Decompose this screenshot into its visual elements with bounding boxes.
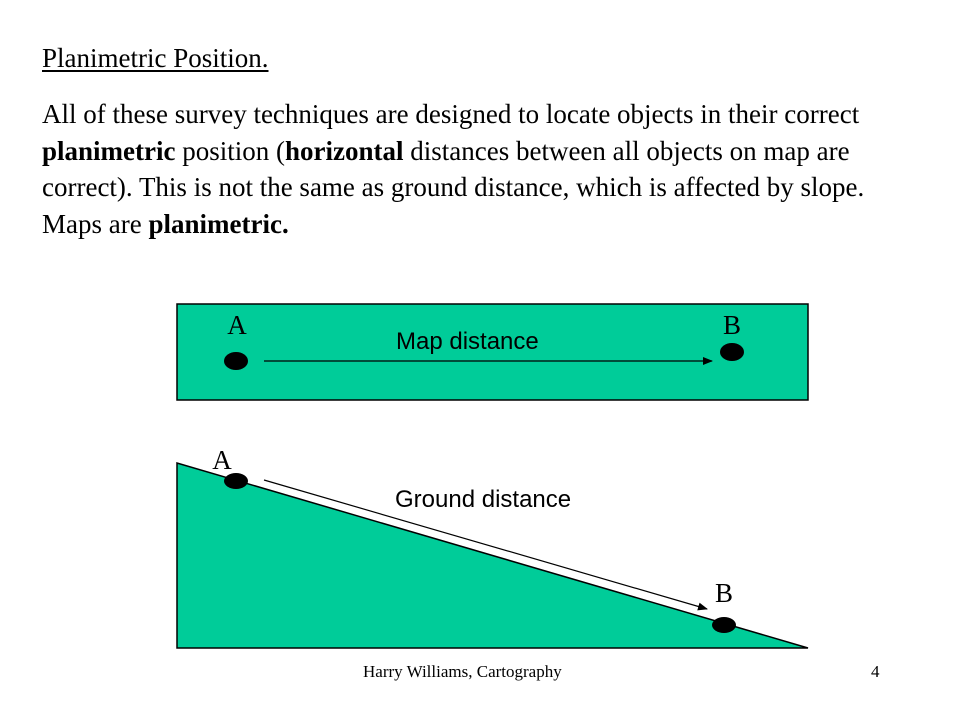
slope-point-b-marker: [712, 617, 736, 633]
footer-page-number: 4: [871, 662, 880, 681]
body-text-run: position (: [175, 135, 285, 166]
body-emphasis: horizontal: [285, 135, 404, 166]
map-point-b-marker: [720, 343, 744, 361]
map-panel: [177, 304, 808, 400]
footer-credit: Harry Williams, Cartography: [363, 662, 562, 681]
slope-panel: [177, 445, 808, 648]
map-point-a-label: A: [227, 310, 247, 340]
slope-point-a-marker: [224, 473, 248, 489]
map-point-a-marker: [224, 352, 248, 370]
map-distance-label: Map distance: [396, 328, 539, 355]
slope-point-b-label: B: [714, 578, 734, 608]
map-point-b-label: B: [722, 310, 742, 340]
slope-point-a-label: A: [212, 445, 232, 475]
body-emphasis: planimetric: [42, 135, 176, 166]
body-text-run: All of these survey techniques are designed to locate objects in their correct: [42, 99, 860, 129]
body-emphasis: planimetric.: [148, 208, 289, 239]
ground-distance-label: Ground distance: [395, 486, 572, 513]
body-text-run: distances between all objects on map are correct). This is not the same as ground distance, which is affected by slope. Maps are: [42, 135, 865, 239]
slide-heading: Planimetric Position.: [42, 43, 269, 73]
